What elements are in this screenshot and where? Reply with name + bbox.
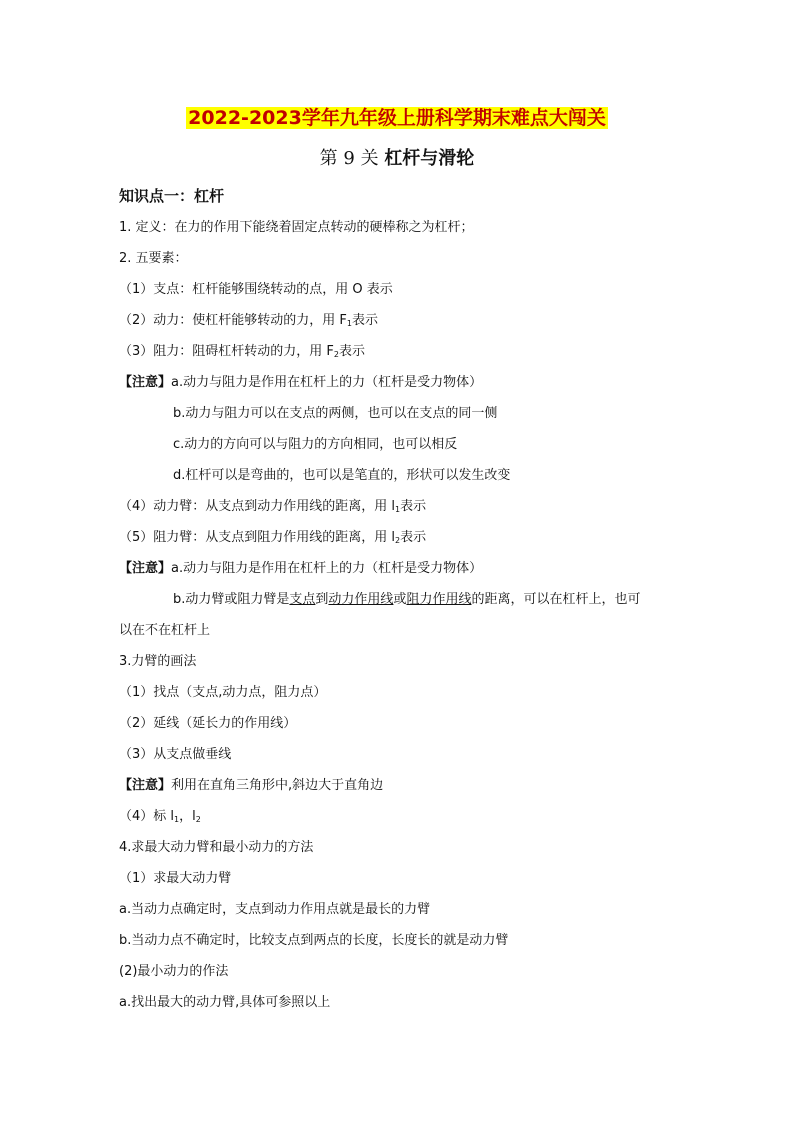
min-force-line: (2)最小动力的作法: [119, 964, 229, 979]
page-title: [0, 104, 794, 132]
definition-line: 1. 定义：在力的作用下能绕着固定点转动的硬棒称之为杠杆；: [119, 220, 474, 235]
arm-step-2: （2）延线（延长力的作用线）: [119, 716, 297, 731]
note-tag: 【注意】: [119, 778, 172, 793]
max-arm-line: （1）求最大动力臂: [119, 871, 232, 886]
subtitle-topic: 杠杆与滑轮: [384, 148, 475, 169]
arm-step-4-sub1: 1: [174, 815, 180, 824]
effort-arm-subscript: 1: [395, 505, 401, 514]
note3-text: 利用在直角三角形中,斜边大于直角边: [171, 778, 384, 793]
title-highlight: 2022-2023学年九年级上册科学期末难点大闯关: [188, 107, 606, 129]
subtitle-prefix: 第 9 关: [319, 148, 379, 169]
arm-step-4: [119, 801, 679, 832]
note2-b-part2: 到: [315, 592, 329, 607]
effort-subscript: 1: [346, 319, 352, 328]
fulcrum-line: （1）支点：杠杆能够围绕转动的点，用 O 表示: [119, 282, 393, 297]
resistance-subscript: 2: [333, 350, 339, 359]
section-heading-lever: 知识点一：杠杆: [119, 187, 225, 205]
note1-a-text: a.动力与阻力是作用在杠杆上的力（杠杆是受力物体）: [171, 375, 483, 390]
resistance-text: （3）阻力：阻碍杠杆转动的力，用 F: [119, 344, 334, 359]
arm-step-4-mid: ，l: [179, 809, 196, 824]
arm-drawing-heading: 3.力臂的画法: [119, 654, 197, 669]
note1-line-b: b.动力与阻力可以在支点的两侧，也可以在支点的同一侧: [173, 406, 498, 421]
resistance-arm-suffix: 表示: [400, 530, 427, 545]
document-body: [119, 181, 679, 1018]
five-elements-line: 2. 五要素：: [119, 251, 188, 266]
effort-arm-suffix: 表示: [400, 499, 427, 514]
arm-step-1: （1）找点（支点,动力点，阻力点）: [119, 685, 327, 700]
effort-suffix: 表示: [351, 313, 378, 328]
note1-line-d: d.杠杆可以是弯曲的，也可以是笔直的，形状可以发生改变: [173, 468, 511, 483]
note2-b-underline-effort-line: 动力作用线: [328, 592, 394, 607]
note2-line-b-continued: 以在不在杠杆上: [119, 623, 211, 638]
resistance-suffix: 表示: [338, 344, 365, 359]
resistance-arm-text: （5）阻力臂：从支点到阻力作用线的距离，用 l: [119, 530, 396, 545]
arm-step-4-text: （4）标 l: [119, 809, 175, 824]
note2-b-part3: 或: [393, 592, 407, 607]
effort-arm-text: （4）动力臂：从支点到动力作用线的距离，用 l: [119, 499, 396, 514]
note2-b-underline-resist-line: 阻力作用线: [406, 592, 472, 607]
note2-a-text: a.动力与阻力是作用在杠杆上的力（杠杆是受力物体）: [171, 561, 483, 576]
max-method-heading: 4.求最大动力臂和最小动力的方法: [119, 840, 314, 855]
page-subtitle: [0, 145, 794, 173]
note-tag: 【注意】: [119, 375, 172, 390]
note2-b-part4: 的距离，可以在杠杆上，也可: [471, 592, 641, 607]
max-arm-b: b.当动力点不确定时，比较支点到两点的长度，长度长的就是动力臂: [119, 933, 509, 948]
min-force-a: a.找出最大的动力臂,具体可参照以上: [119, 995, 331, 1010]
arm-step-4-sub2: 2: [195, 815, 201, 824]
note3-line: [119, 770, 679, 801]
note2-line-b: [119, 584, 679, 615]
note2-line-a: [119, 553, 679, 584]
note1-line-c: c.动力的方向可以与阻力的方向相同，也可以相反: [173, 437, 458, 452]
note2-b-part1: b.动力臂或阻力臂是: [173, 592, 290, 607]
effort-line: [119, 305, 679, 336]
effort-arm-line: [119, 491, 679, 522]
note2-b-underline-fulcrum: 支点: [289, 592, 316, 607]
note-tag: 【注意】: [119, 561, 172, 576]
resistance-arm-line: [119, 522, 679, 553]
effort-text: （2）动力：使杠杆能够转动的力，用 F: [119, 313, 347, 328]
resistance-arm-subscript: 2: [395, 536, 401, 545]
resistance-line: [119, 336, 679, 367]
note1-line-a: [119, 367, 679, 398]
max-arm-a: a.当动力点确定时，支点到动力作用点就是最长的力臂: [119, 902, 431, 917]
arm-step-3: （3）从支点做垂线: [119, 747, 232, 762]
